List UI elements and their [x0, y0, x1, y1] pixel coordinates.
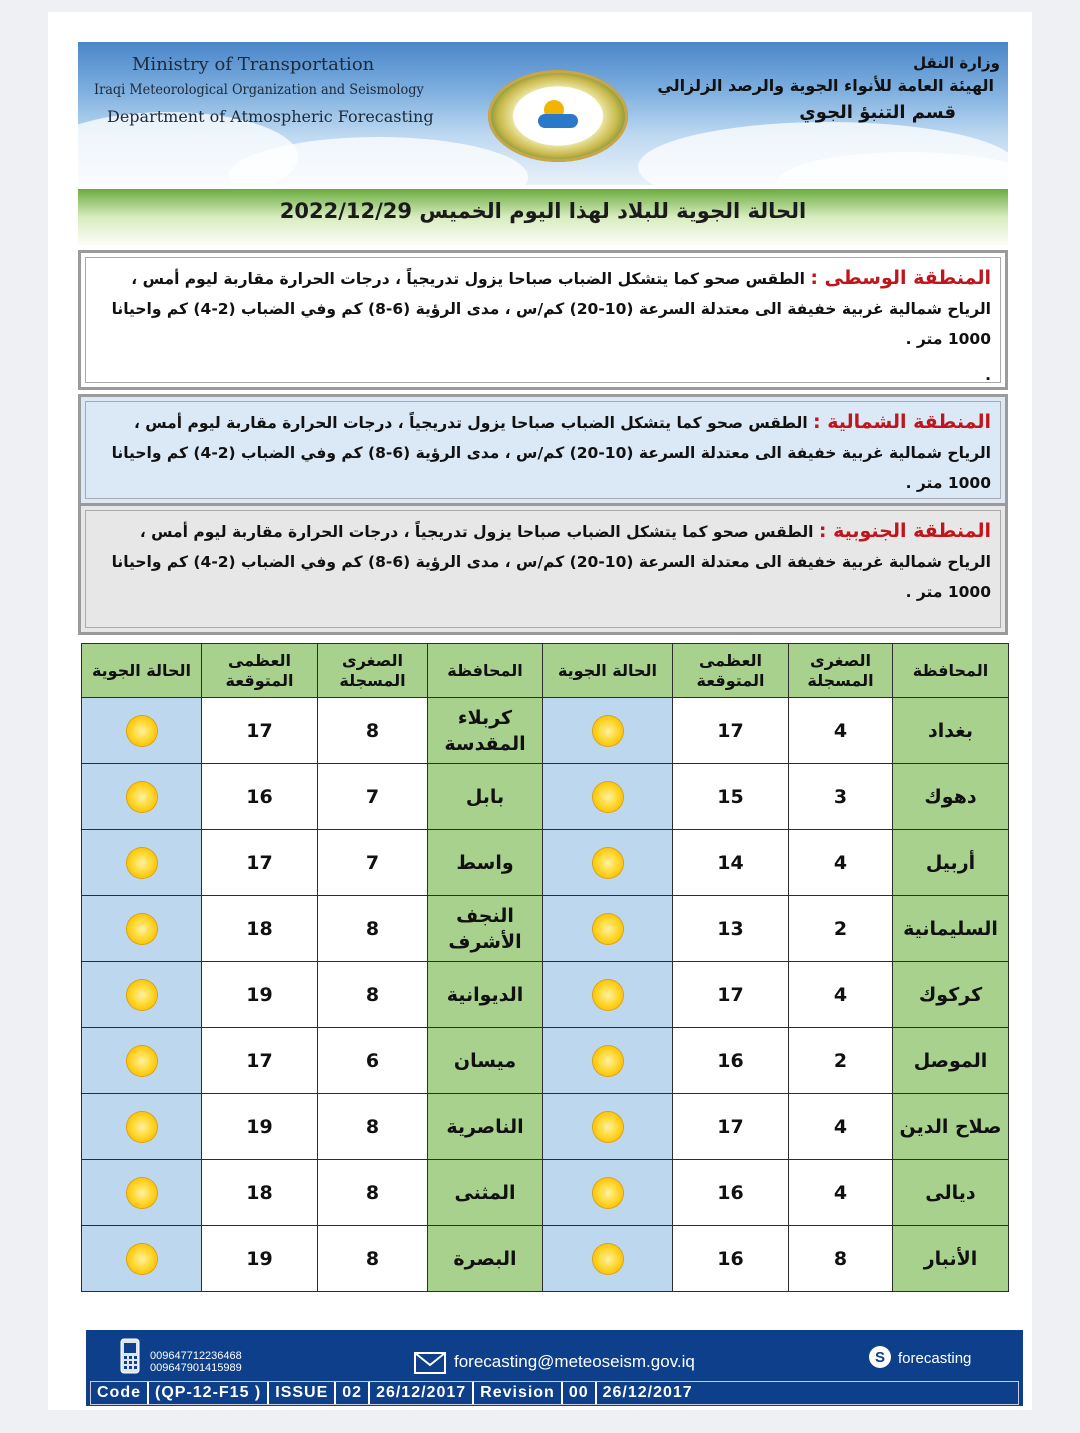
- weather-cell: [543, 896, 673, 962]
- min-temp-cell: 6: [318, 1028, 428, 1094]
- sun-icon: [593, 1112, 623, 1142]
- table-row: [82, 830, 1009, 896]
- table-row: [82, 764, 1009, 830]
- code-value: (QP-12-F15 ): [149, 1382, 269, 1404]
- max-temp-cell: 15: [673, 764, 789, 830]
- region-north: [78, 394, 1008, 506]
- region-south: [78, 503, 1008, 635]
- governorate-cell: النجف الأشرف: [428, 896, 543, 962]
- max-temp-cell: 18: [202, 1160, 318, 1226]
- min-temp-cell: 7: [318, 764, 428, 830]
- header-max: العظمى المتوقعة: [202, 644, 318, 698]
- sun-icon: [593, 848, 623, 878]
- governorate-cell: واسط: [428, 830, 543, 896]
- region-central-text: الطقس صحو كما يتشكل الضباب صباحا يزول تدريجياً ، درجات الحرارة مقاربة ليوم أمس ، الرياح شمالية غربية خفيفة الى معتدلة السرعة (10-20) كم/س ، مدى الرؤية (6-8) كم وفي الضباب (2-4) كم واحيانا 1000 متر .: [111, 270, 991, 348]
- weather-cell: [543, 1160, 673, 1226]
- governorate-cell: الناصرية: [428, 1094, 543, 1160]
- sun-icon: [127, 1046, 157, 1076]
- weather-cell: [543, 1028, 673, 1094]
- weather-cell: [82, 698, 202, 764]
- governorate-cell: البصرة: [428, 1226, 543, 1292]
- phone-2: 009647901415989: [150, 1362, 242, 1374]
- weather-cell: [543, 1094, 673, 1160]
- min-temp-cell: 7: [318, 830, 428, 896]
- governorate-cell: أربيل: [893, 830, 1009, 896]
- sun-icon: [127, 914, 157, 944]
- max-temp-cell: 16: [673, 1160, 789, 1226]
- envelope-icon: [414, 1352, 446, 1374]
- sun-icon: [127, 782, 157, 812]
- governorate-cell: بغداد: [893, 698, 1009, 764]
- min-temp-cell: 2: [789, 1028, 893, 1094]
- max-temp-cell: 17: [673, 698, 789, 764]
- table-row: [82, 896, 1009, 962]
- region-north-label: المنطقة الشمالية :: [813, 411, 991, 433]
- governorate-cell: الديوانية: [428, 962, 543, 1028]
- region-central-label: المنطقة الوسطى :: [810, 267, 991, 289]
- max-temp-cell: 16: [673, 1028, 789, 1094]
- phone-icon: [120, 1338, 140, 1374]
- weather-cell: [543, 764, 673, 830]
- max-temp-cell: 14: [673, 830, 789, 896]
- min-temp-cell: 8: [318, 1160, 428, 1226]
- region-north-text: الطقس صحو كما يتشكل الضباب صباحا يزول تدريجياً ، درجات الحرارة مقاربة ليوم أمس ، الرياح شمالية غربية خفيفة الى معتدلة السرعة (10-20) كم/س ، مدى الرؤية (6-8) كم وفي الضباب (2-4) كم واحيانا 1000 متر .: [111, 414, 991, 492]
- min-temp-cell: 8: [789, 1226, 893, 1292]
- sun-icon: [593, 1244, 623, 1274]
- region-central-extra: .: [985, 366, 991, 384]
- weather-cell: [82, 764, 202, 830]
- footer: [86, 1330, 1023, 1406]
- governorate-cell: صلاح الدين: [893, 1094, 1009, 1160]
- weather-cell: [82, 1094, 202, 1160]
- sun-icon: [127, 716, 157, 746]
- governorate-cell: بابل: [428, 764, 543, 830]
- max-temp-cell: 17: [673, 1094, 789, 1160]
- header-min: الصغرى المسجلة: [789, 644, 893, 698]
- weather-cell: [82, 962, 202, 1028]
- phone-numbers: [150, 1350, 242, 1374]
- max-temp-cell: 19: [202, 962, 318, 1028]
- max-temp-cell: 13: [673, 896, 789, 962]
- table-row: [82, 1160, 1009, 1226]
- sun-icon: [593, 782, 623, 812]
- revision-label: Revision: [474, 1382, 563, 1404]
- governorate-cell: الأنبار: [893, 1226, 1009, 1292]
- governorate-cell: المثنى: [428, 1160, 543, 1226]
- page-title: الحالة الجوية للبلاد لهذا اليوم الخميس 2022/12/29: [279, 199, 807, 223]
- max-temp-cell: 17: [202, 1028, 318, 1094]
- department-name-en: Department of Atmospheric Forecasting: [107, 107, 434, 126]
- governorate-cell: الموصل: [893, 1028, 1009, 1094]
- table-header-row: [82, 644, 1009, 698]
- max-temp-cell: 17: [202, 698, 318, 764]
- min-temp-cell: 4: [789, 830, 893, 896]
- sun-icon: [127, 980, 157, 1010]
- min-temp-cell: 4: [789, 1160, 893, 1226]
- governorate-cell: ميسان: [428, 1028, 543, 1094]
- ministry-name-ar: وزارة النقل: [913, 54, 1000, 72]
- header-governorate: المحافظة: [893, 644, 1009, 698]
- department-name-ar: قسم التنبؤ الجوي: [799, 102, 956, 123]
- governorate-cell: السليمانية: [893, 896, 1009, 962]
- sun-icon: [127, 1112, 157, 1142]
- header-weather: الحالة الجوية: [543, 644, 673, 698]
- min-temp-cell: 2: [789, 896, 893, 962]
- min-temp-cell: 8: [318, 698, 428, 764]
- min-temp-cell: 3: [789, 764, 893, 830]
- region-central: [78, 250, 1008, 390]
- max-temp-cell: 19: [202, 1094, 318, 1160]
- min-temp-cell: 4: [789, 698, 893, 764]
- skype-icon: [868, 1345, 892, 1369]
- max-temp-cell: 18: [202, 896, 318, 962]
- region-south-label: المنطقة الجنوبية :: [818, 520, 991, 542]
- skype-handle[interactable]: forecasting: [898, 1350, 972, 1367]
- weather-cell: [82, 1028, 202, 1094]
- issue-label: ISSUE: [269, 1382, 336, 1404]
- max-temp-cell: 16: [202, 764, 318, 830]
- email-link[interactable]: forecasting@meteoseism.gov.iq: [454, 1352, 695, 1371]
- organization-name-ar: الهيئة العامة للأنواء الجوية والرصد الزلزالي: [657, 76, 994, 95]
- weather-cell: [82, 896, 202, 962]
- ministry-name-en: Ministry of Transportation: [132, 54, 375, 75]
- governorate-cell: ديالى: [893, 1160, 1009, 1226]
- region-south-text: الطقس صحو كما يتشكل الضباب صباحا يزول تدريجياً ، درجات الحرارة مقاربة ليوم أمس ، الرياح شمالية غربية خفيفة الى معتدلة السرعة (10-20) كم/س ، مدى الرؤية (6-8) كم وفي الضباب (2-4) كم واحيانا 1000 متر .: [111, 523, 991, 601]
- table-row: [82, 1094, 1009, 1160]
- sun-icon: [593, 1178, 623, 1208]
- code-label: Code: [91, 1382, 149, 1404]
- min-temp-cell: 8: [318, 896, 428, 962]
- weather-cell: [543, 1226, 673, 1292]
- title-bar: [78, 189, 1008, 245]
- governorate-cell: كركوك: [893, 962, 1009, 1028]
- header-max: العظمى المتوقعة: [673, 644, 789, 698]
- min-temp-cell: 8: [318, 1094, 428, 1160]
- header-weather: الحالة الجوية: [82, 644, 202, 698]
- weather-cell: [543, 830, 673, 896]
- issue-date: 26/12/2017: [370, 1382, 474, 1404]
- weather-cell: [82, 1160, 202, 1226]
- sun-icon: [127, 1178, 157, 1208]
- governorate-cell: دهوك: [893, 764, 1009, 830]
- sun-icon: [127, 1244, 157, 1274]
- weather-cell: [82, 830, 202, 896]
- max-temp-cell: 16: [673, 1226, 789, 1292]
- max-temp-cell: 17: [202, 830, 318, 896]
- weather-cell: [82, 1226, 202, 1292]
- min-temp-cell: 4: [789, 962, 893, 1028]
- revision-date: 26/12/2017: [602, 1384, 693, 1401]
- phone-1: 009647712236468: [150, 1350, 242, 1362]
- min-temp-cell: 4: [789, 1094, 893, 1160]
- weather-cell: [543, 698, 673, 764]
- organization-name-en: Iraqi Meteorological Organization and Seismology: [94, 82, 424, 98]
- sun-icon: [593, 1046, 623, 1076]
- organization-logo: [488, 70, 628, 162]
- header-min: الصغرى المسجلة: [318, 644, 428, 698]
- sun-icon: [593, 980, 623, 1010]
- max-temp-cell: 17: [673, 962, 789, 1028]
- sun-icon: [593, 716, 623, 746]
- sun-icon: [593, 914, 623, 944]
- issue-value: 02: [336, 1382, 370, 1404]
- weather-cell: [543, 962, 673, 1028]
- svg-text:S: S: [874, 1349, 886, 1366]
- sun-icon: [127, 848, 157, 878]
- table-row: [82, 962, 1009, 1028]
- min-temp-cell: 8: [318, 962, 428, 1028]
- temperature-table: [81, 643, 1009, 1292]
- revision-value: 00: [563, 1382, 597, 1404]
- header-governorate: المحافظة: [428, 644, 543, 698]
- table-row: [82, 698, 1009, 764]
- governorate-cell: كربلاء المقدسة: [428, 698, 543, 764]
- document-code-row: [90, 1381, 1019, 1405]
- table-row: [82, 1226, 1009, 1292]
- min-temp-cell: 8: [318, 1226, 428, 1292]
- max-temp-cell: 19: [202, 1226, 318, 1292]
- table-row: [82, 1028, 1009, 1094]
